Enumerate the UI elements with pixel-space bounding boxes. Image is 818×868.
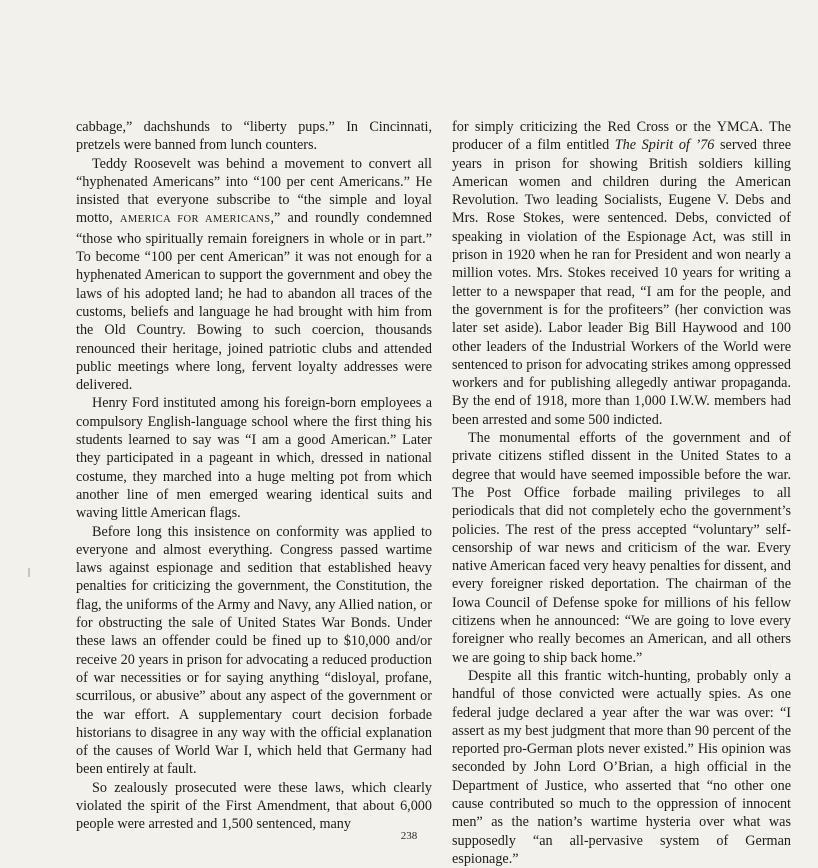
left-paragraph-5: So zealously prosecuted were these laws, which clearly violated the spirit of the First Amendment, that about 6,000 people were arrested and 1,500 sentenced, many xyxy=(76,779,432,833)
left-column xyxy=(76,118,432,834)
right-column xyxy=(452,118,791,868)
page-number: 238 xyxy=(400,830,418,842)
film-title: The Spirit of ’76 xyxy=(614,137,715,154)
left-paragraph-2-part-3: ,” and roundly condemned “those who spiritually remain foreigners in whole or in part.” To become “100 per cent American” it was not enough for a hyphenated American to support the government and obey the laws of his adopted land; he had to abandon all traces of the customs, beliefs and language he had brought with him from the Old Country. Bowing to such coercion, thousands renounced their heritage, joined patriotic clubs and attended public meetings where long, fervent loyalty addresses were delivered. xyxy=(76,210,433,394)
left-paragraph-2-part-1: Teddy Roosevelt was behind a movement to convert all “hyphenated Americans” into “100 per cent Americans.” He insisted that everyone subscribe to “the simple and loyal motto, xyxy=(76,155,432,227)
small-caps-motto: AMERICA FOR AMERICANS xyxy=(119,214,271,226)
right-paragraph-1-part-1: for simply criticizing the Red Cross or the YMCA. The producer of a film entitled xyxy=(452,119,791,154)
left-paragraph-2 xyxy=(76,155,432,395)
left-paragraph-3: Henry Ford instituted among his foreign-born employees a compulsory English-language school where the first thing his students learned to say was “I am a good American.” Later they participated in a pageant in which, dressed in national costume, they marched into a huge melting pot from which another line of men emerged wearing identical suits and waving little American flags. xyxy=(76,395,432,522)
right-paragraph-3: Despite all this frantic witch-hunting, probably only a handful of those convicted were actually spies. As one federal judge declared a year after the war was over: “I assert as my best judgment that more than 90 percent of the reported pro-German plots never existed.” His opinion was seconded by John Lord O’Brian, a high official in the Department of Justice, who asserted that “no other one cause contributed so much to the oppression of innocent men” as the nation’s wartime hysteria over what was supposedly “an all-pervasive system of German espionage.” xyxy=(452,667,791,867)
right-paragraph-1-part-3: served three years in prison for showing British soldiers killing American women and children during the American Revolution. Two leading Socialists, Eugene V. Debs and Mrs. Rose Stokes, were sentenced. Debs, convicted of speaking in violation of the Espionage Act, was still in prison in 1920 when he ran for President and won nearly a million votes. Mrs. Stokes received 10 years for writing a letter to a newspaper that read, “I am for the people, and the government is for the profiteers” (her conviction was later set aside). Labor leader Big Bill Haywood and 100 other leaders of the Industrial Workers of the World were sentenced to prison for advocating strikes among oppressed workers and for publishing allegedly antiwar propaganda. By the end of 1918, more than 1,000 I.W.W. members had been arrested and some 500 indicted. xyxy=(452,137,791,428)
left-paragraph-4: Before long this insistence on conformity was applied to everyone and almost everything. Congress passed wartime laws against espionage and sedition that established heavy penalties for criticizing the government, the Constitution, the flag, the uniforms of the Army and Navy, any Allied nation, or for obstructing the sale of United States War Bonds. Under these laws an offender could be fined up to $10,000 and/or receive 20 years in prison for advocating a reduced production of war necessities or for saying anything “disloyal, profane, scurrilous, or abusive” about any aspect of the government or the war effort. A supplementary court decision forbade historians to disagree in any way with the official explanation of the causes of World War I, which held that Germany had been entirely at fault. xyxy=(76,523,432,778)
right-paragraph-2: The monumental efforts of the government and of private citizens stifled dissent in the United States to a degree that would have seemed impossible before the war. The Post Office forbade mailing privileges to all periodicals that did not completely echo the government’s policies. The rest of the press accepted “voluntary” self-censorship of war news and criticism of the war. Every native American faced very heavy penalties for dissent, and every foreigner risked deportation. The chairman of the Iowa Council of Defense spoke for millions of his fellow citizens when he announced: “We are going to love every foreigner who really becomes an American, and all others we are going to ship back home.” xyxy=(452,430,791,666)
left-paragraph-1: cabbage,” dachshunds to “liberty pups.” In Cincinnati, pretzels were banned from lunch counters. xyxy=(76,119,432,154)
scan-mark xyxy=(28,568,30,577)
right-paragraph-1 xyxy=(452,118,791,429)
